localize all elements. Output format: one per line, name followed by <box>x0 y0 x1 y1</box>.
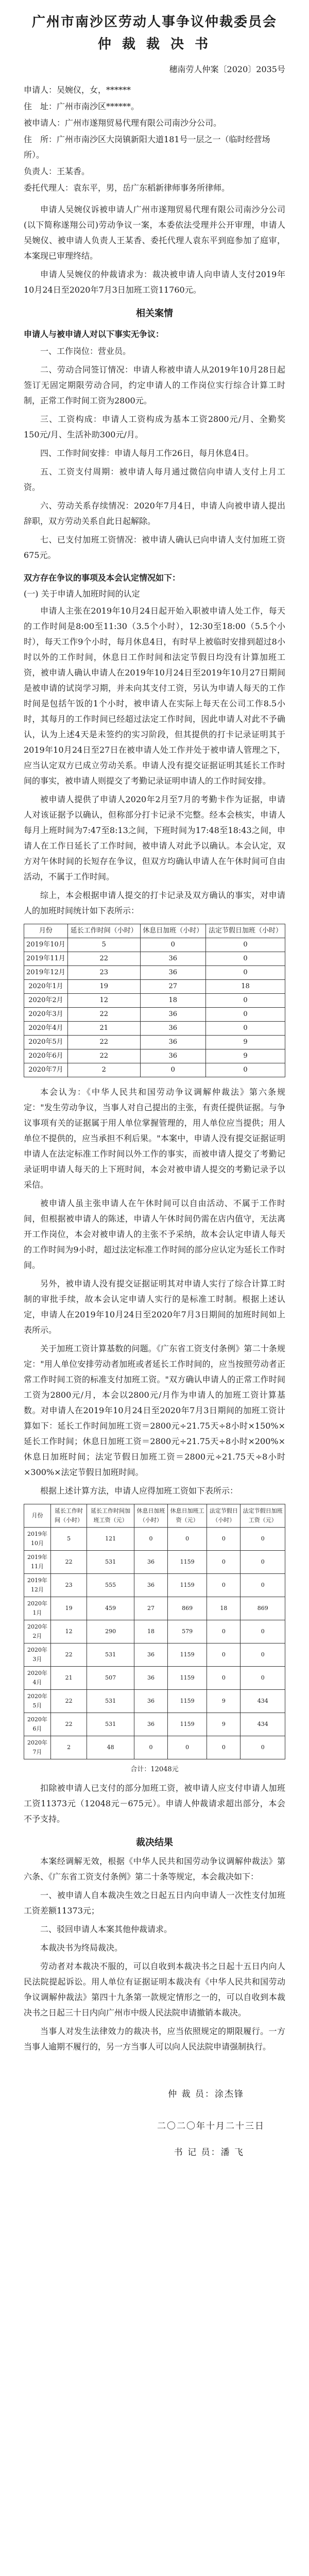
paragraph: 本裁决书为终局裁决。 <box>40 1943 123 1953</box>
overtime-pay-table <box>24 1504 285 1759</box>
table-cell: 0 <box>168 1528 207 1551</box>
table-cell: 0 <box>205 952 285 966</box>
table-cell: 5 <box>50 1528 87 1551</box>
table-cell: 2020年6月 <box>24 1049 68 1063</box>
table-cell: 2020年1月 <box>24 980 68 994</box>
table-cell: 2019年11月 <box>24 952 68 966</box>
table-cell: 19 <box>50 1597 87 1620</box>
table-row <box>24 1736 285 1759</box>
table-cell: 1159 <box>168 1690 207 1713</box>
ruling-date: 二〇二〇年十月二十三日 <box>157 2121 265 2131</box>
table-cell: 0 <box>241 1528 285 1551</box>
party-line: 住 所：广州市南沙区大岗镇新阳大道181号一层之一（临时经营场所）。 <box>24 134 270 160</box>
table-row <box>24 1574 285 1597</box>
table-row <box>24 1063 285 1077</box>
paragraph: 关于加班工资计算基数的问题。《广东省工资支付条例》第二十条规定："用人单位安排劳动者加班或者延长工作时间的，应当按照劳动者正常工作时间工资的标准支付加班工资。"双方确认申请人的正常工作时间工资为2800元/月，本会以2800元/月作为申请人的加班工资计算基数。对申请人在2019年10月24日至2020年7月3日期间的加班工资计算如下：延长工作时间加班工资＝2800元÷21.75天÷8小时×150%×延长工作时间；休息日加班工资＝2800元÷21.75天÷8小时×200%×休息日加班时间；法定节假日加班工资＝2800元÷21.75天÷8小时×300%×法定节假日加班时间。 <box>24 1344 285 1477</box>
document-title: 仲 裁 裁 决 书 <box>97 37 212 52</box>
table-cell: 0 <box>241 1667 285 1690</box>
column-header: 延长工作时间加班工资（元） <box>87 1504 134 1528</box>
table-cell: 36 <box>134 1551 167 1574</box>
table-total-note: 合计：12048元 <box>130 1766 179 1773</box>
table-body <box>24 938 285 1077</box>
table-cell: 22 <box>50 1551 87 1574</box>
table-cell: 27 <box>140 980 205 994</box>
table-row <box>24 1643 285 1667</box>
paragraph: 扣除被申请人已支付的部分加班工资，被申请人应支付申请人加班工资11373元（12048元－675元）。申请人仲裁请求超出部分，本会不予支持。 <box>24 1783 285 1824</box>
arbitrator-signature: 仲 裁 员：涂杰锋 <box>168 2089 244 2099</box>
table-row <box>24 1620 285 1643</box>
table-cell: 5 <box>67 938 140 952</box>
table-cell: 2 <box>67 1063 140 1077</box>
paragraph: 被申请人虽主张申请人在午休时间可以自由活动、不属于工作时间，但根据被申请人的陈述，申请人午休时间仍需在店内值守，无法离开工作岗位，本会对被申请人的主张不予采纳，故本会认定申请人每天的工作时间为9小时，超过法定标准工作时间的部分应认定为延长工作时间。 <box>24 1198 285 1270</box>
column-header: 延长工作时间（小时） <box>67 924 140 938</box>
table-row <box>24 1036 285 1049</box>
table-cell: 531 <box>87 1713 134 1736</box>
table-cell: 2020年2月 <box>24 994 68 1008</box>
table-cell: 290 <box>87 1620 134 1643</box>
table-row <box>24 966 285 980</box>
clerk-signature: 书 记 员：潘 飞 <box>174 2147 244 2158</box>
table-cell: 21 <box>50 1667 87 1690</box>
paragraph: 申请人主张在2019年10月24日起开始入职被申请人处工作，每天的工作时间是8:00至11:30（3.5个小时），12:30至18:00（5.5个小时），每天工作9个小时，每月休息4日，有时早上被临时安排到超过8小时以外的工作时间，休息日工作时间和法定节假日均没有计算加班工资，被申请人确认申请人在2019年10月24日至2019年10月27日期间是被申请的试岗学习期，并未向其支付工资，另认为申请人每天的工作时间是包括午饭的1个小时，被申请人在实际上每天在公司工作8.5小时，其每月的工作时间已经超过法定工作时间，因此申请人对此不予确认，认为上述4天是未签约的实习阶段，但其提供的打卡记录证明其于2019年10月24日至27日在被申请人处工作并处于被申请人管理之下，应当认定双方已成立劳动关系。申请人没有提交证据证明其延长工作时间的事实，被申请人则提交了考勤记录证明申请人的工作时间安排。 <box>24 606 285 786</box>
paragraph: 另外，被申请人没有提交证据证明其对申请人实行了综合计算工时制的审批手续，故本会认定申请人实行的是标准工时制。根据上述认定，申请人在2019年10月24日至2020年7月3日期间的加班时间如上表所示。 <box>24 1279 285 1335</box>
table-cell: 0 <box>205 938 285 952</box>
table-cell: 2019年12月 <box>24 966 68 980</box>
table-cell: 0 <box>134 1528 167 1551</box>
subheading: 申请人与被申请人对以下事实无争议： <box>24 329 164 339</box>
table-cell: 2020年3月 <box>24 1643 51 1667</box>
table-cell: 9 <box>207 1713 241 1736</box>
table-cell: 0 <box>205 1008 285 1022</box>
table-cell: 0 <box>207 1551 241 1574</box>
table-row <box>24 1049 285 1063</box>
paragraph: 本案经调解无效，根据《中华人民共和国劳动争议调解仲裁法》第六条、《广东省工资支付条例》第二十条等规定，本会裁决如下： <box>24 1856 285 1882</box>
table-cell: 18 <box>207 1597 241 1620</box>
paragraph: 申请人吴婉仪的仲裁请求为：裁决被申请人向申请人支付2019年10月24日至2020年7月3日加班工资11760元。 <box>24 269 285 295</box>
table-cell: 1159 <box>168 1643 207 1667</box>
fact-item: 七、已支付加班工资情况：被申请人确认已向申请人支付加班工资675元。 <box>24 535 285 560</box>
party-line: 申请人：吴婉仪，女，****** <box>24 85 131 95</box>
table-row <box>24 938 285 952</box>
section-heading-ruling: 裁决结果 <box>136 1837 173 1848</box>
table-cell: 22 <box>67 1036 140 1049</box>
signature-block <box>24 2086 285 2161</box>
table-cell: 1159 <box>168 1713 207 1736</box>
table-cell: 2020年7月 <box>24 1063 68 1077</box>
table-cell: 36 <box>140 952 205 966</box>
table-cell: 36 <box>140 1022 205 1036</box>
table-cell: 12 <box>67 994 140 1008</box>
table-cell: 531 <box>87 1690 134 1713</box>
table-cell: 2019年10月 <box>24 1528 51 1551</box>
table-cell: 0 <box>134 1736 167 1759</box>
table-cell: 2020年2月 <box>24 1620 51 1643</box>
paragraph: 劳动者对本裁决不服的，可以自收到本裁决书之日起十五日内向人民法院提起诉讼。用人单位有证据证明本裁决有《中华人民共和国劳动争议调解仲裁法》第四十九条第一款规定情形之一的，可以自收到本裁决书之日起三十日内向广州市中级人民法院申请撤销本裁决。 <box>24 1961 285 2018</box>
table-cell: 22 <box>67 1049 140 1063</box>
table-row <box>24 1528 285 1551</box>
table-cell: 1159 <box>168 1667 207 1690</box>
table-row <box>24 952 285 966</box>
table-cell: 0 <box>168 1736 207 1759</box>
column-header: 休息日加班（小时） <box>134 1504 167 1528</box>
ruling-item: 二、驳回申请人本案其他仲裁请求。 <box>40 1924 173 1934</box>
table-header-row <box>24 924 285 938</box>
overtime-hours-table <box>24 924 285 1077</box>
section-heading-facts: 相关案情 <box>136 308 173 319</box>
table-cell: 9 <box>205 1036 285 1049</box>
table-cell: 0 <box>205 994 285 1008</box>
table-cell: 0 <box>241 1574 285 1597</box>
table-cell: 18 <box>205 980 285 994</box>
table-cell: 0 <box>241 1736 285 1759</box>
table-cell: 21 <box>67 1022 140 1036</box>
paragraph: 综上，本会根据申请人提交的打卡记录及双方确认的事实，对申请人的加班时间统计如下表所示： <box>24 890 285 916</box>
table-cell: 0 <box>241 1643 285 1667</box>
table-cell: 869 <box>241 1597 285 1620</box>
table-cell: 0 <box>241 1620 285 1643</box>
table-cell: 22 <box>50 1713 87 1736</box>
table-header-row <box>24 1504 285 1528</box>
table-cell: 2020年7月 <box>24 1736 51 1759</box>
fact-item: 五、工资支付周期：被申请人每月通过微信向申请人支付上月工资。 <box>24 467 285 492</box>
table-cell: 27 <box>134 1597 167 1620</box>
parties-section <box>24 82 285 196</box>
table-cell: 0 <box>207 1620 241 1643</box>
table-cell: 0 <box>207 1528 241 1551</box>
table-cell: 2020年5月 <box>24 1036 68 1049</box>
table-cell: 36 <box>134 1574 167 1597</box>
table-row <box>24 1597 285 1620</box>
party-line: 住 址：广州市南沙区******。 <box>24 101 140 111</box>
table-cell: 36 <box>134 1643 167 1667</box>
table-cell: 434 <box>241 1690 285 1713</box>
table-row <box>24 1551 285 1574</box>
table-cell: 2 <box>50 1736 87 1759</box>
table-cell: 18 <box>134 1620 167 1643</box>
column-header: 延长工作时间（小时） <box>50 1504 87 1528</box>
fact-item: 三、工资构成：申请人工资构成为基本工资2800元/月、全勤奖150元/月、生活补助300元/月。 <box>24 414 285 439</box>
paragraph: 当事人对发生法律效力的裁决书，应当依照规定的期限履行。一方当事人逾期不履行的，另一方当事人可以向人民法院申请强制执行。 <box>24 2026 285 2052</box>
table-cell: 36 <box>140 1036 205 1049</box>
table-cell: 0 <box>207 1643 241 1667</box>
table-cell: 36 <box>140 1008 205 1022</box>
issuing-organization: 广州市南沙区劳动人事争议仲裁委员会 <box>31 14 277 30</box>
table-cell: 23 <box>67 966 140 980</box>
table-cell: 9 <box>207 1690 241 1713</box>
case-number: 穗南劳人仲案〔2020〕2035号 <box>169 64 285 74</box>
table-row <box>24 1667 285 1690</box>
table-cell: 9 <box>205 1049 285 1063</box>
table-cell: 0 <box>205 966 285 980</box>
column-header: 月份 <box>24 924 68 938</box>
column-header: 法定节假日加班工资（元） <box>241 1504 285 1528</box>
table-cell: 0 <box>207 1667 241 1690</box>
table-cell: 22 <box>67 1008 140 1022</box>
table-cell: 531 <box>87 1551 134 1574</box>
party-line: 负责人：王某香。 <box>24 166 90 176</box>
table-cell: 2019年11月 <box>24 1551 51 1574</box>
paragraph: 被申请人提供了申请人2020年2月至7月的考勤卡作为证据，申请人对该证据予以确认，但称部分打卡记录不完整。经本会核实，申请人每月上班时间为7:47至8:13之间，下班时间为17:48至18:43之间，申请人在工作日延长了工作时间，被申请人对此予以确认。本会认定，双方对午休时间的长短存在争议，但双方均确认申请人在午休时间可自由活动，不属于工作时间。 <box>24 794 285 882</box>
table-cell: 869 <box>168 1597 207 1620</box>
table-cell: 507 <box>87 1667 134 1690</box>
table-cell: 19 <box>67 980 140 994</box>
fact-item: 一、工作岗位：营业员。 <box>40 346 131 356</box>
table-cell: 0 <box>241 1551 285 1574</box>
fact-item: 二、劳动合同签订情况：申请人称被申请人从2019年10月28日起签订无固定期限劳动合同，约定申请人的工作岗位实行综合计算工时制，正常工作时间工资为2800元。 <box>24 365 285 405</box>
table-cell: 48 <box>87 1736 134 1759</box>
paragraph: 申请人吴婉仪诉被申请人广州市遂翔贸易代理有限公司南沙分公司(以下简称遂翔公司)劳动争议一案，本委依法受理并公开审理，申请人吴婉仪、被申请人负责人王某香、委托代理人袁东平到庭参加了庭审，本案现已审理终结。 <box>24 205 285 261</box>
table-cell: 555 <box>87 1574 134 1597</box>
table-cell: 121 <box>87 1528 134 1551</box>
table-cell: 2020年5月 <box>24 1690 51 1713</box>
table-cell: 1159 <box>168 1574 207 1597</box>
table-cell: 36 <box>140 966 205 980</box>
fact-item: 四、工作时间安排：申请人每月工作26日，每月休息4日。 <box>40 448 254 458</box>
table-cell: 2020年1月 <box>24 1597 51 1620</box>
table-cell: 12 <box>50 1620 87 1643</box>
table-cell: 2020年4月 <box>24 1022 68 1036</box>
table-row <box>24 1713 285 1736</box>
ruling-item: 一、被申请人自本裁决生效之日起五日内向申请人一次性支付加班工资差额11373元； <box>24 1890 285 1916</box>
paragraph: 根据上述计算方法，申请人应得加班工资如下表所示： <box>40 1486 238 1496</box>
table-cell: 434 <box>241 1713 285 1736</box>
table-row <box>24 980 285 994</box>
column-header: 休息日加班（小时） <box>140 924 205 938</box>
column-header: 月份 <box>24 1504 51 1528</box>
table-row <box>24 1022 285 1036</box>
column-header: 法定节假日加班（小时） <box>205 924 285 938</box>
table-cell: 579 <box>168 1620 207 1643</box>
party-line: 被申请人：广州市遂翔贸易代理有限公司南沙分公司。 <box>24 118 222 128</box>
table-cell: 1159 <box>168 1551 207 1574</box>
table-cell: 2019年10月 <box>24 938 68 952</box>
table-cell: 2019年12月 <box>24 1574 51 1597</box>
table-cell: 22 <box>50 1643 87 1667</box>
table-cell: 2020年6月 <box>24 1713 51 1736</box>
table-cell: 0 <box>207 1736 241 1759</box>
table-cell: 36 <box>134 1690 167 1713</box>
table-row <box>24 1690 285 1713</box>
table-cell: 0 <box>140 938 205 952</box>
table-cell: 2020年4月 <box>24 1667 51 1690</box>
table-cell: 23 <box>50 1574 87 1597</box>
table-cell: 22 <box>67 952 140 966</box>
table-cell: 2020年3月 <box>24 1008 68 1022</box>
fact-item: 六、劳动关系存续情况：2020年7月4日，申请人向被申请人提出辞职，双方劳动关系自此日起解除。 <box>24 501 285 526</box>
table-cell: 0 <box>140 1063 205 1077</box>
table-cell: 18 <box>140 994 205 1008</box>
subheading: 双方存在争议的事项及本会认定情况如下： <box>24 573 181 583</box>
table-cell: 36 <box>134 1713 167 1736</box>
subheading: (一) 关于申请人加班时间的认定 <box>24 589 140 599</box>
intro-section <box>24 202 285 298</box>
table-cell: 0 <box>205 1063 285 1077</box>
column-header: 法定节假日（小时） <box>207 1504 241 1528</box>
table-cell: 36 <box>134 1667 167 1690</box>
table-cell: 531 <box>87 1643 134 1667</box>
party-line: 委托代理人：袁东平，男，岳广东稻新律师事务所律师。 <box>24 183 230 193</box>
facts-list <box>24 344 285 563</box>
table-cell: 22 <box>50 1690 87 1713</box>
paragraph: 本会认为：《中华人民共和国劳动争议调解仲裁法》第六条规定："发生劳动争议，当事人对自己提出的主张，有责任提供证据。与争议事项有关的证据属于用人单位掌握管理的，用人单位应当提供；用人单位不提供的，应当承担不利后果。"本案中，申请人没有提交证据证明申请人在法定标准工作时间以外工作的事实，而被申请人提交了考勤记录证明申请人每天的上下班时间，本会对被申请人提交的考勤记录予以采信。 <box>24 1087 285 1190</box>
table-row <box>24 994 285 1008</box>
table-cell: 0 <box>205 1022 285 1036</box>
table-cell: 36 <box>140 1049 205 1063</box>
table-body <box>24 1528 285 1759</box>
table-row <box>24 1008 285 1022</box>
table-cell: 459 <box>87 1597 134 1620</box>
column-header: 休息日加班工资（元） <box>168 1504 207 1528</box>
table-cell: 0 <box>207 1574 241 1597</box>
